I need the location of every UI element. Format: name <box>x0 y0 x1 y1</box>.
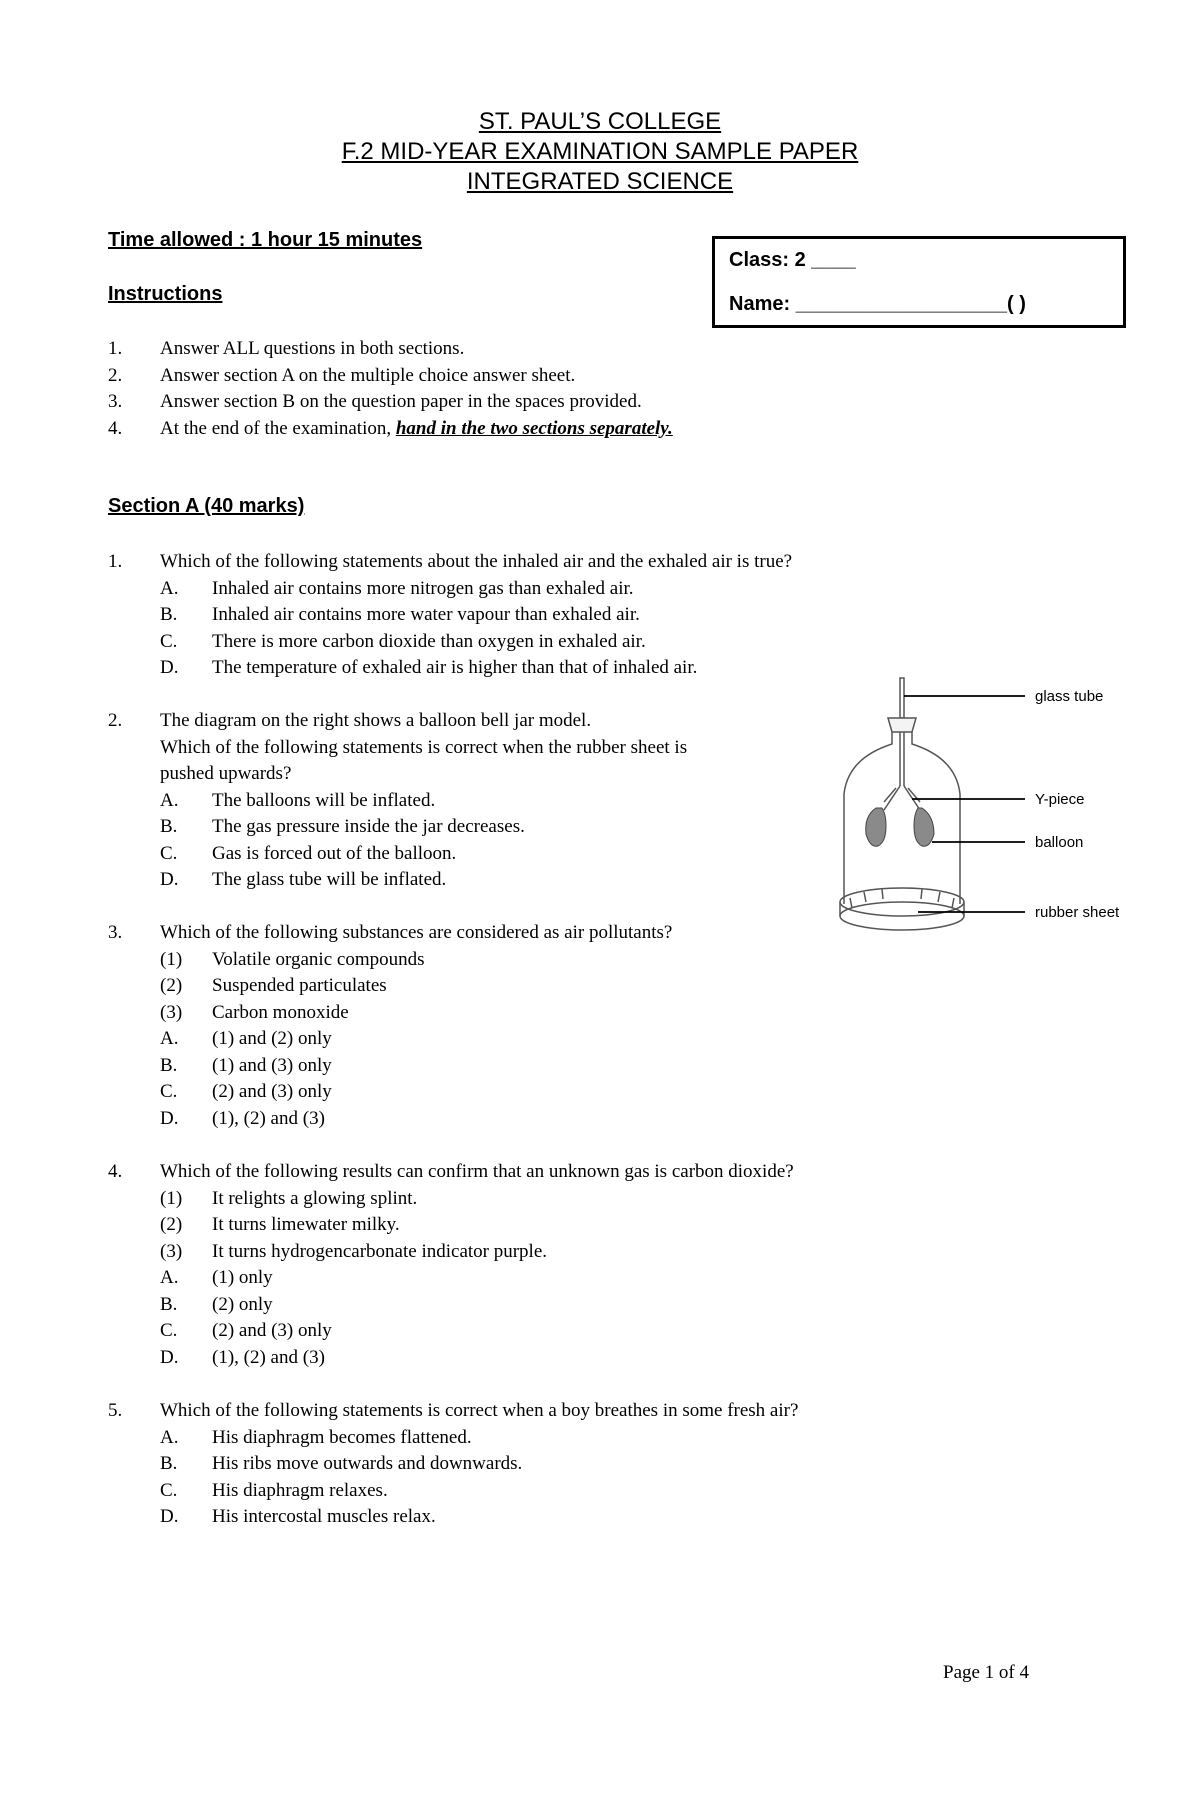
option-a: A. (1) and (2) only <box>160 1028 332 1049</box>
school-name: ST. PAUL’S COLLEGE <box>478 108 722 135</box>
subject-title: INTEGRATED SCIENCE <box>466 168 734 195</box>
class-field: Class: 2 ____ <box>729 249 856 271</box>
question-text: Which of the following statements is correct when the rubber sheet is <box>160 736 688 758</box>
instructions-title: Instructions <box>108 283 223 305</box>
option-b: B. Inhaled air contains more water vapour than exhaled air. <box>160 604 640 625</box>
statement-3: (3) Carbon monoxide <box>160 1001 349 1023</box>
question-2: 2. The diagram on the right shows a balloon bell jar model. Which of the following statements is correct when the rubber sheet is pushed upwards? A. The balloons will be inflated. B. The gas pressure inside the jar decreases. C. Gas is forced out of the balloon. D. The glass tube will be inflated. <box>108 708 687 894</box>
option-d: D. His intercostal muscles relax. <box>160 1506 436 1527</box>
option-a: A. Inhaled air contains more nitrogen gas than exhaled air. <box>160 577 634 599</box>
statement-2: (2) Suspended particulates <box>160 975 387 996</box>
exam-title: F.2 MID-YEAR EXAMINATION SAMPLE PAPER <box>341 138 859 165</box>
statement-2: (2) It turns limewater milky. <box>160 1214 400 1235</box>
time-allowed: Time allowed : 1 hour 15 minutes <box>108 229 423 251</box>
question-text: Which of the following results can confirm that an unknown gas is carbon dioxide? <box>160 1161 794 1182</box>
instruction-emphasis: hand in the two sections separately. <box>395 417 673 439</box>
label-y-piece: Y-piece <box>1035 791 1085 808</box>
instruction-item: 2. Answer section A on the multiple choice answer sheet. <box>108 364 576 386</box>
question-text: Which of the following statements about the inhaled air and the exhaled air is true? <box>160 551 793 572</box>
option-d: D. (1), (2) and (3) <box>160 1107 325 1129</box>
statement-1: (1) It relights a glowing splint. <box>160 1187 418 1209</box>
option-c: C. (2) and (3) only <box>160 1320 332 1341</box>
question-3: 3. Which of the following substances are considered as air pollutants? (1) Volatile organic compounds (2) Suspended particulates (3) Carbon monoxide A. (1) and (2) only B. (1) and (3) only C. (2) and (3) only D. (1), (2) and (3) <box>108 920 672 1132</box>
option-c: C. Gas is forced out of the balloon. <box>160 842 457 864</box>
option-d: D. The temperature of exhaled air is higher than that of inhaled air. <box>160 657 698 678</box>
stopper-shape <box>888 718 916 732</box>
option-b: B. The gas pressure inside the jar decreases. <box>160 816 525 837</box>
question-text: The diagram on the right shows a balloon bell jar model. <box>160 710 592 731</box>
option-d: D. (1), (2) and (3) <box>160 1346 325 1368</box>
option-c: C. There is more carbon dioxide than oxygen in exhaled air. <box>160 630 646 652</box>
question-text: pushed upwards? <box>160 763 292 784</box>
option-a: A. His diaphragm becomes flattened. <box>160 1426 472 1448</box>
page-number: Page 1 of 4 <box>943 1662 1030 1683</box>
instructions-list <box>108 336 673 442</box>
instruction-item: 3. Answer section B on the question paper in the spaces provided. <box>108 391 642 412</box>
option-a: A. (1) only <box>160 1267 273 1288</box>
question-text: Which of the following statements is correct when a boy breathes in some fresh air? <box>160 1400 799 1421</box>
instruction-item: 1. Answer ALL questions in both sections. <box>108 338 465 359</box>
option-d: D. The glass tube will be inflated. <box>160 869 447 890</box>
option-c: C. His diaphragm relaxes. <box>160 1479 388 1501</box>
statement-3: (3) It turns hydrogencarbonate indicator purple. <box>160 1240 548 1262</box>
option-b: B. His ribs move outwards and downwards. <box>160 1453 523 1474</box>
label-rubber-sheet: rubber sheet <box>1035 904 1120 921</box>
question-5: 5. Which of the following statements is correct when a boy breathes in some fresh air? A. His diaphragm becomes flattened. B. His ribs move outwards and downwards. C. His diaphragm relaxes. D. His intercostal muscles relax. <box>108 1398 798 1531</box>
name-field: Name: ___________________( ) <box>729 293 1026 315</box>
glass-tube-shape <box>900 678 904 718</box>
label-balloon: balloon <box>1035 834 1084 851</box>
paper-header <box>0 107 1200 197</box>
bell-jar-diagram <box>830 676 1200 976</box>
question-text: Which of the following substances are considered as air pollutants? <box>160 922 673 943</box>
section-a-title: Section A (40 marks) <box>108 495 305 517</box>
option-b: B. (2) only <box>160 1293 273 1315</box>
left-balloon-shape <box>866 808 886 846</box>
class-name-box <box>712 236 1126 328</box>
question-1: 1. Which of the following statements about the inhaled air and the exhaled air is true? A. Inhaled air contains more nitrogen gas than exhaled air. B. Inhaled air contains more water vapour than exhaled air. C. There is more carbon dioxide than oxygen in exhaled air. D. The temperature of exhaled air is higher than that of inhaled air. <box>108 549 792 682</box>
statement-1: (1) Volatile organic compounds <box>160 948 425 970</box>
right-balloon-shape <box>914 808 934 846</box>
option-a: A. The balloons will be inflated. <box>160 789 436 811</box>
question-4: 4. Which of the following results can confirm that an unknown gas is carbon dioxide? (1) It relights a glowing splint. (2) It turns limewater milky. (3) It turns hydrogencarbonate indicator purple. A. (1) only B. (2) only C. (2) and (3) only D. (1), (2) and (3) <box>108 1159 794 1371</box>
label-glass-tube: glass tube <box>1035 688 1104 705</box>
instruction-item: 4. At the end of the examination, hand in the two sections separately. <box>108 417 673 439</box>
option-b: B. (1) and (3) only <box>160 1054 332 1076</box>
option-c: C. (2) and (3) only <box>160 1081 332 1102</box>
